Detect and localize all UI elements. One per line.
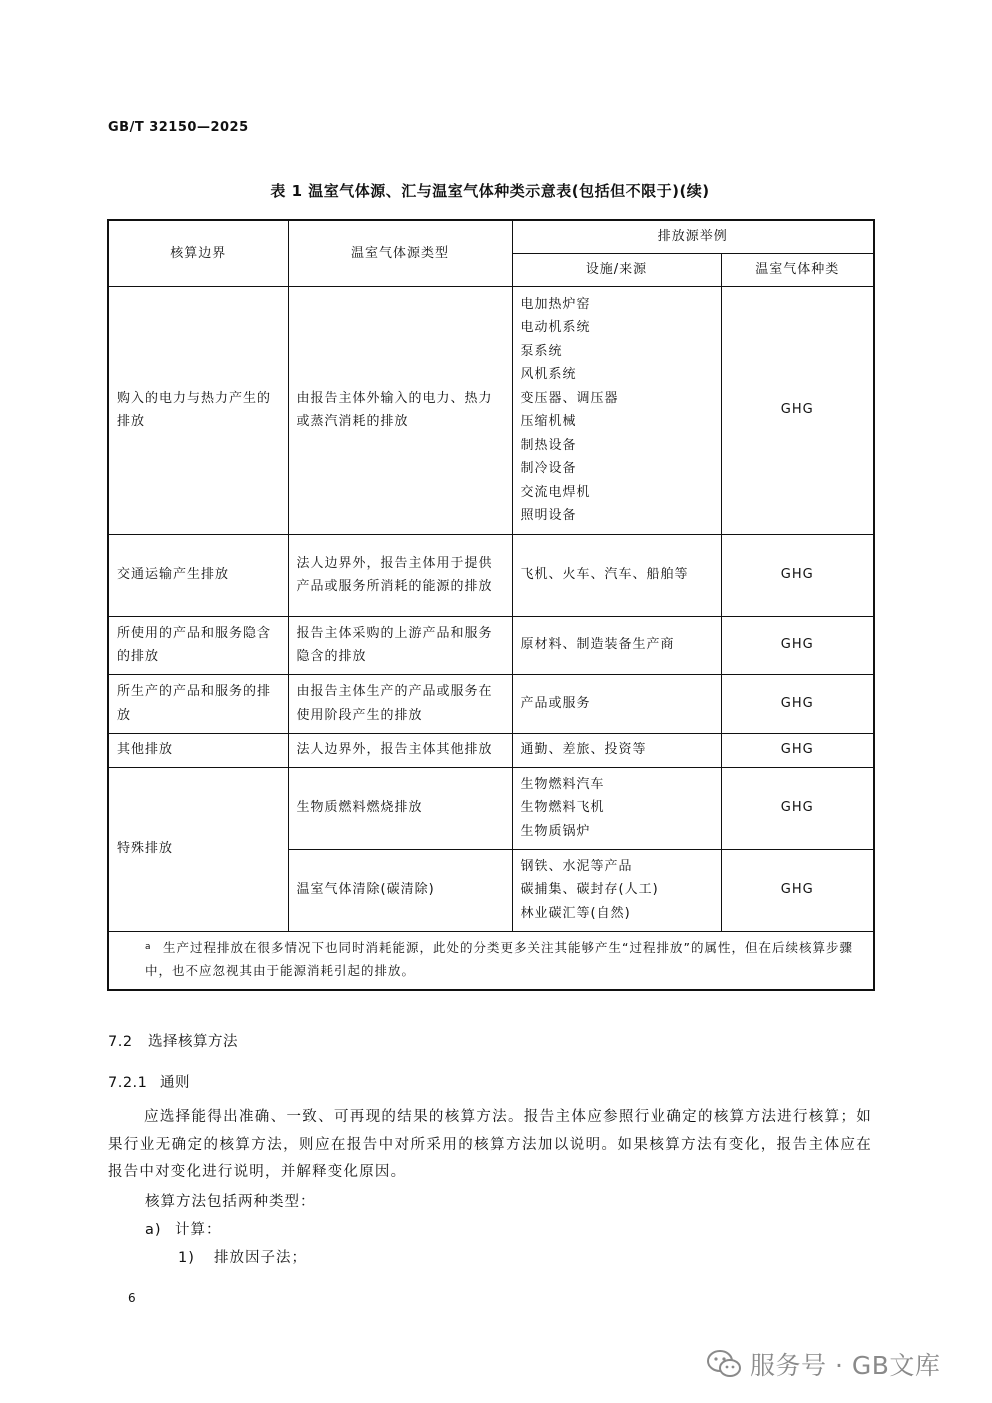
table-row bbox=[108, 733, 874, 767]
cell-gas: GHG bbox=[721, 767, 874, 849]
table-footnote-row bbox=[108, 931, 874, 990]
cell-gas: GHG bbox=[721, 849, 874, 931]
section-title: 选择核算方法 bbox=[148, 1034, 238, 1050]
list-text: 计算： bbox=[175, 1222, 222, 1238]
section-7-2-heading bbox=[108, 1030, 238, 1051]
cell-boundary: 所使用的产品和服务隐含的排放 bbox=[108, 616, 288, 674]
list-label: 1) bbox=[178, 1250, 195, 1266]
header-source-type: 温室气体源类型 bbox=[288, 220, 512, 286]
list-item-a1 bbox=[178, 1246, 307, 1267]
standard-code: GB/T 32150—2025 bbox=[108, 120, 249, 135]
cell-facilities bbox=[512, 733, 721, 767]
cell-source-type: 法人边界外，报告主体用于提供产品或服务所消耗的能源的排放 bbox=[288, 534, 512, 616]
facility-item: 制冷设备 bbox=[520, 461, 577, 476]
page-number: 6 bbox=[128, 1291, 136, 1305]
table-footnote bbox=[108, 931, 874, 990]
facility-item: 变压器、调压器 bbox=[520, 390, 619, 406]
facility-item: 产品或服务 bbox=[520, 695, 591, 711]
header-examples: 排放源举例 bbox=[512, 220, 874, 253]
facility-item: 电动机系统 bbox=[520, 320, 591, 335]
table-title: 表 1 温室气体源、汇与温室气体种类示意表(包括但不限于)(续) bbox=[270, 182, 710, 200]
facility-item: 泵系统 bbox=[520, 343, 563, 359]
emission-table bbox=[107, 219, 875, 991]
facility-item: 生物燃料飞机 bbox=[520, 800, 605, 816]
cell-facilities bbox=[512, 616, 721, 674]
section-number: 7.2 bbox=[108, 1034, 133, 1050]
table-row bbox=[108, 534, 874, 616]
cell-facilities bbox=[512, 674, 721, 733]
list-label: a) bbox=[145, 1222, 162, 1238]
cell-gas: GHG bbox=[721, 674, 874, 733]
facility-item: 生物燃料汽车 bbox=[520, 776, 605, 792]
list-item-a bbox=[145, 1218, 222, 1239]
facility-item: 交流电焊机 bbox=[520, 484, 591, 500]
section-number: 7.2.1 bbox=[108, 1075, 148, 1091]
facility-item: 原材料、制造装备生产商 bbox=[520, 637, 675, 653]
types-intro: 核算方法包括两种类型： bbox=[145, 1194, 316, 1210]
cell-source-type: 由报告主体生产的产品或服务在使用阶段产生的排放 bbox=[288, 674, 512, 733]
table-row bbox=[108, 616, 874, 674]
cell-source-type: 法人边界外，报告主体其他排放 bbox=[288, 733, 512, 767]
section-7-2-1-heading bbox=[108, 1071, 190, 1092]
facility-item: 碳捕集、碳封存(人工) bbox=[520, 882, 659, 898]
footnote-mark: a bbox=[145, 941, 152, 952]
facility-item: 压缩机械 bbox=[520, 414, 577, 429]
cell-boundary: 特殊排放 bbox=[108, 767, 288, 931]
table-row bbox=[108, 674, 874, 733]
cell-source-type: 生物质燃料燃烧排放 bbox=[288, 767, 512, 849]
wechat-icon bbox=[706, 1349, 742, 1379]
cell-facilities bbox=[512, 286, 721, 534]
header-boundary: 核算边界 bbox=[108, 220, 288, 286]
list-text: 排放因子法； bbox=[214, 1250, 307, 1266]
cell-source-type: 温室气体清除(碳清除) bbox=[288, 849, 512, 931]
table-row bbox=[108, 286, 874, 534]
cell-source-type: 报告主体采购的上游产品和服务隐含的排放 bbox=[288, 616, 512, 674]
cell-boundary: 购入的电力与热力产生的排放 bbox=[108, 286, 288, 534]
cell-source-type: 由报告主体外输入的电力、热力或蒸汽消耗的排放 bbox=[288, 286, 512, 534]
cell-gas: GHG bbox=[721, 286, 874, 534]
facility-item: 生物质锅炉 bbox=[520, 823, 591, 839]
table-row bbox=[108, 767, 874, 849]
facility-item: 风机系统 bbox=[520, 367, 577, 382]
cell-facilities bbox=[512, 767, 721, 849]
general-paragraph: 应选择能得出准确、一致、可再现的结果的核算方法。报告主体应参照行业确定的核算方法进行核算；如果行业无确定的核算方法，则应在报告中对所采用的核算方法加以说明。如果核算方法有变化，报告主体应在报告中对变化进行说明，并解释变化原因。 bbox=[108, 1109, 872, 1180]
facility-item: 电加热炉窑 bbox=[520, 296, 591, 312]
cell-gas: GHG bbox=[721, 534, 874, 616]
cell-boundary: 其他排放 bbox=[108, 733, 288, 767]
watermark-text: 服务号 · GB文库 bbox=[750, 1351, 941, 1380]
facility-item: 通勤、差旅、投资等 bbox=[520, 742, 647, 758]
footnote-text: 生产过程排放在很多情况下也同时消耗能源，此处的分类更多关注其能够产生“过程排放”的属性，但在后续核算步骤中，也不应忽视其由于能源消耗引起的排放。 bbox=[145, 939, 853, 978]
facility-item: 照明设备 bbox=[520, 508, 577, 523]
table-header-row bbox=[108, 220, 874, 253]
section-title: 通则 bbox=[160, 1075, 190, 1091]
watermark bbox=[706, 1346, 940, 1382]
cell-boundary: 所生产的产品和服务的排放 bbox=[108, 674, 288, 733]
facility-item: 制热设备 bbox=[520, 437, 577, 453]
facility-item: 飞机、火车、汽车、船舶等 bbox=[520, 567, 689, 583]
facility-item: 林业碳汇等(自然) bbox=[520, 905, 631, 921]
facility-item: 钢铁、水泥等产品 bbox=[520, 858, 633, 874]
header-gas: 温室气体种类 bbox=[721, 253, 874, 286]
header-facility: 设施/来源 bbox=[512, 253, 721, 286]
cell-gas: GHG bbox=[721, 733, 874, 767]
cell-gas: GHG bbox=[721, 616, 874, 674]
cell-facilities bbox=[512, 534, 721, 616]
cell-facilities bbox=[512, 849, 721, 931]
cell-boundary: 交通运输产生排放 bbox=[108, 534, 288, 616]
